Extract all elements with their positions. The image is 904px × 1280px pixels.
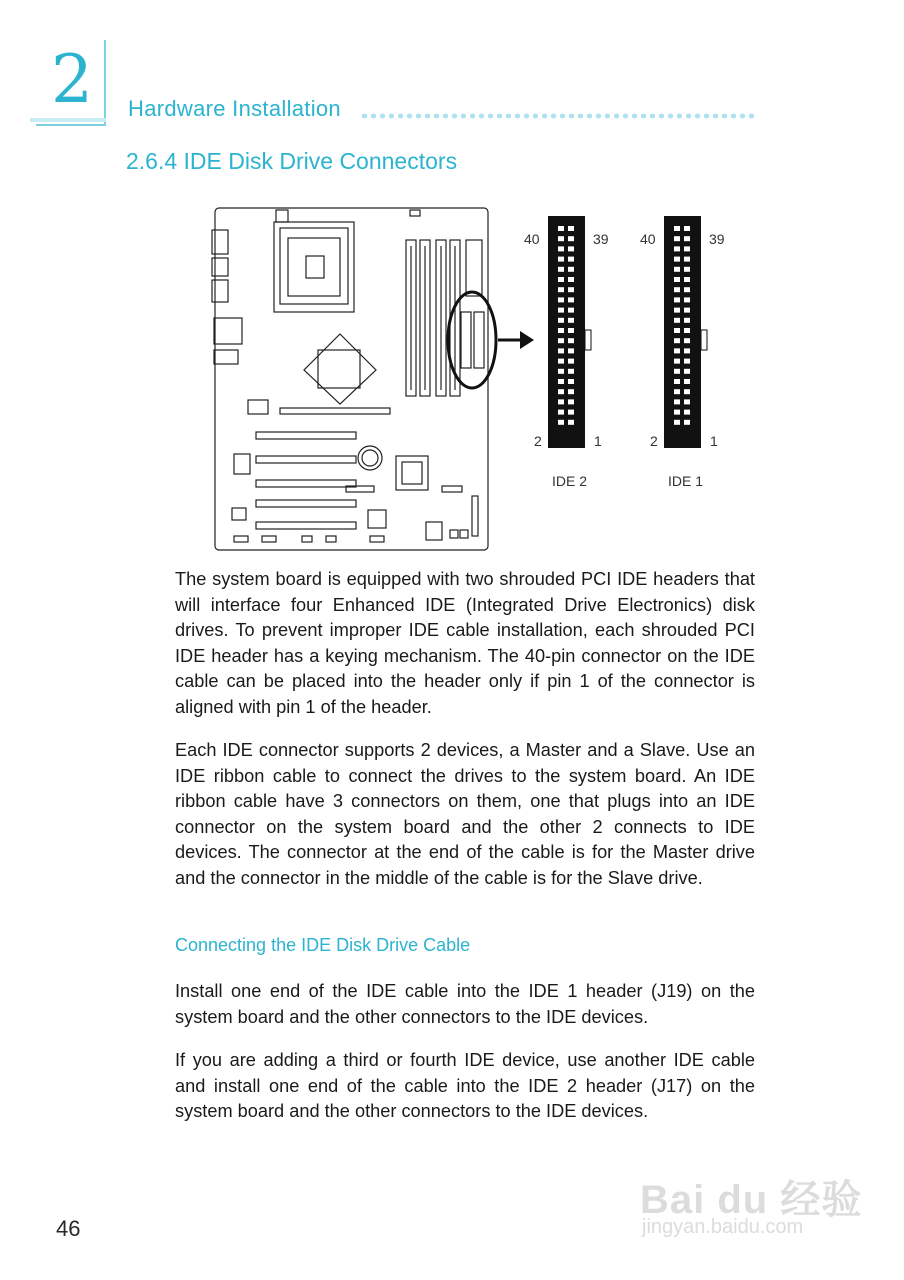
- pin: [568, 257, 574, 262]
- pin: [558, 369, 564, 374]
- ide1-pin-39: 39: [709, 231, 725, 247]
- pin: [568, 297, 574, 302]
- pin: [674, 287, 680, 292]
- pin: [684, 399, 690, 404]
- pin: [674, 257, 680, 262]
- pin: [684, 257, 690, 262]
- pin: [568, 328, 574, 333]
- pin: [568, 318, 574, 323]
- pin: [568, 389, 574, 394]
- pin: [674, 348, 680, 353]
- pin: [568, 379, 574, 384]
- pin: [684, 297, 690, 302]
- pin: [674, 389, 680, 394]
- pin: [558, 318, 564, 323]
- pin: [674, 236, 680, 241]
- page-number: 46: [56, 1216, 81, 1241]
- pin: [558, 338, 564, 343]
- pin: [558, 277, 564, 282]
- pin: [674, 410, 680, 415]
- pin: [568, 359, 574, 364]
- pin: [674, 328, 680, 333]
- pin: [684, 369, 690, 374]
- motherboard-outline: [212, 208, 488, 550]
- pin: [558, 226, 564, 231]
- pin: [558, 420, 564, 425]
- pin: [684, 277, 690, 282]
- pin: [558, 257, 564, 262]
- pin: [674, 308, 680, 313]
- instruction-ide1: Install one end of the IDE cable into the IDE 1 header (J19) on the system board and the other connectors to the IDE devices.: [175, 981, 755, 1027]
- watermark-brand: Bai du 经验: [640, 1178, 863, 1222]
- pin: [568, 369, 574, 374]
- subheading-connecting-cable: Connecting the IDE Disk Drive Cable: [175, 935, 471, 955]
- ide2-label: IDE 2: [552, 473, 588, 489]
- motherboard-diagram: [210, 200, 750, 560]
- pin: [684, 389, 690, 394]
- pin: [558, 246, 564, 251]
- pin: [558, 297, 564, 302]
- pin: [674, 297, 680, 302]
- pin: [684, 318, 690, 323]
- pin: [674, 338, 680, 343]
- pin: [684, 410, 690, 415]
- pin: [558, 359, 564, 364]
- pin: [674, 267, 680, 272]
- pin: [684, 328, 690, 333]
- pin: [684, 379, 690, 384]
- subsection-title: 2.6.4 IDE Disk Drive Connectors: [126, 148, 458, 174]
- pin: [684, 267, 690, 272]
- pin: [674, 246, 680, 251]
- pin: [558, 328, 564, 333]
- dotted-rule: [360, 112, 756, 120]
- ide1-pin-1: 1: [710, 433, 718, 449]
- ide2-pin-40: 40: [524, 231, 540, 247]
- pin: [684, 287, 690, 292]
- ide1-label: IDE 1: [668, 473, 704, 489]
- instruction-ide2: If you are adding a third or fourth IDE device, use another IDE cable and install one end of the cable into the IDE 2 header (J17) on the system board and the other connectors to the IDE devices.: [175, 1050, 755, 1122]
- pin: [558, 389, 564, 394]
- section-title: Hardware Installation: [128, 96, 341, 121]
- ide2-pin-39: 39: [593, 231, 609, 247]
- ide1-pin-2: 2: [650, 433, 658, 449]
- pin: [674, 318, 680, 323]
- pin: [674, 277, 680, 282]
- pin: [568, 410, 574, 415]
- watermark-url: jingyan.baidu.com: [642, 1216, 804, 1238]
- pin: [674, 226, 680, 231]
- pin: [558, 410, 564, 415]
- watermark: [640, 1140, 863, 1250]
- pin: [674, 369, 680, 374]
- pin: [568, 267, 574, 272]
- pin: [684, 226, 690, 231]
- pin: [558, 267, 564, 272]
- pin: [674, 399, 680, 404]
- pin: [684, 359, 690, 364]
- pin: [568, 287, 574, 292]
- pin: [568, 236, 574, 241]
- pin: [568, 226, 574, 231]
- pin: [568, 420, 574, 425]
- pin: [558, 308, 564, 313]
- chapter-number: 2: [51, 41, 93, 118]
- pin: [568, 277, 574, 282]
- pin: [684, 420, 690, 425]
- paragraph-devices: Each IDE connector supports 2 devices, a Master and a Slave. Use an IDE ribbon cable to connect the drives to the system board. An IDE ribbon cable have 3 connectors on them, one that plugs into an IDE connector on the system board and the other 2 connects to IDE devices. The connector at the end of the cable is for the Master drive and the connector in the middle of the cable is for the Slave drive.: [175, 740, 755, 888]
- pin: [558, 236, 564, 241]
- pin: [558, 287, 564, 292]
- arrow-right-icon: [498, 331, 534, 349]
- pin: [684, 338, 690, 343]
- pin: [558, 399, 564, 404]
- pin: [684, 308, 690, 313]
- ide2-pin-1: 1: [594, 433, 602, 449]
- pin: [568, 308, 574, 313]
- ide1-pin-40: 40: [640, 231, 656, 247]
- pin: [684, 236, 690, 241]
- pin: [674, 420, 680, 425]
- paragraph-intro: The system board is equipped with two shrouded PCI IDE headers that will interface four Enhanced IDE (Integrated Drive Electronics) disk drives. To prevent improper IDE cable installation, each shrouded PCI IDE header has a keying mechanism. The 40-pin connector on the IDE cable can be placed into the header only if pin 1 of the connector is aligned with pin 1 of the header.: [175, 569, 755, 717]
- pin: [568, 348, 574, 353]
- pin: [684, 348, 690, 353]
- pin: [568, 246, 574, 251]
- pin: [674, 379, 680, 384]
- pin: [558, 348, 564, 353]
- pin: [674, 359, 680, 364]
- pin: [558, 379, 564, 384]
- pin: [568, 338, 574, 343]
- pin: [684, 246, 690, 251]
- pin: [568, 399, 574, 404]
- ide2-pin-2: 2: [534, 433, 542, 449]
